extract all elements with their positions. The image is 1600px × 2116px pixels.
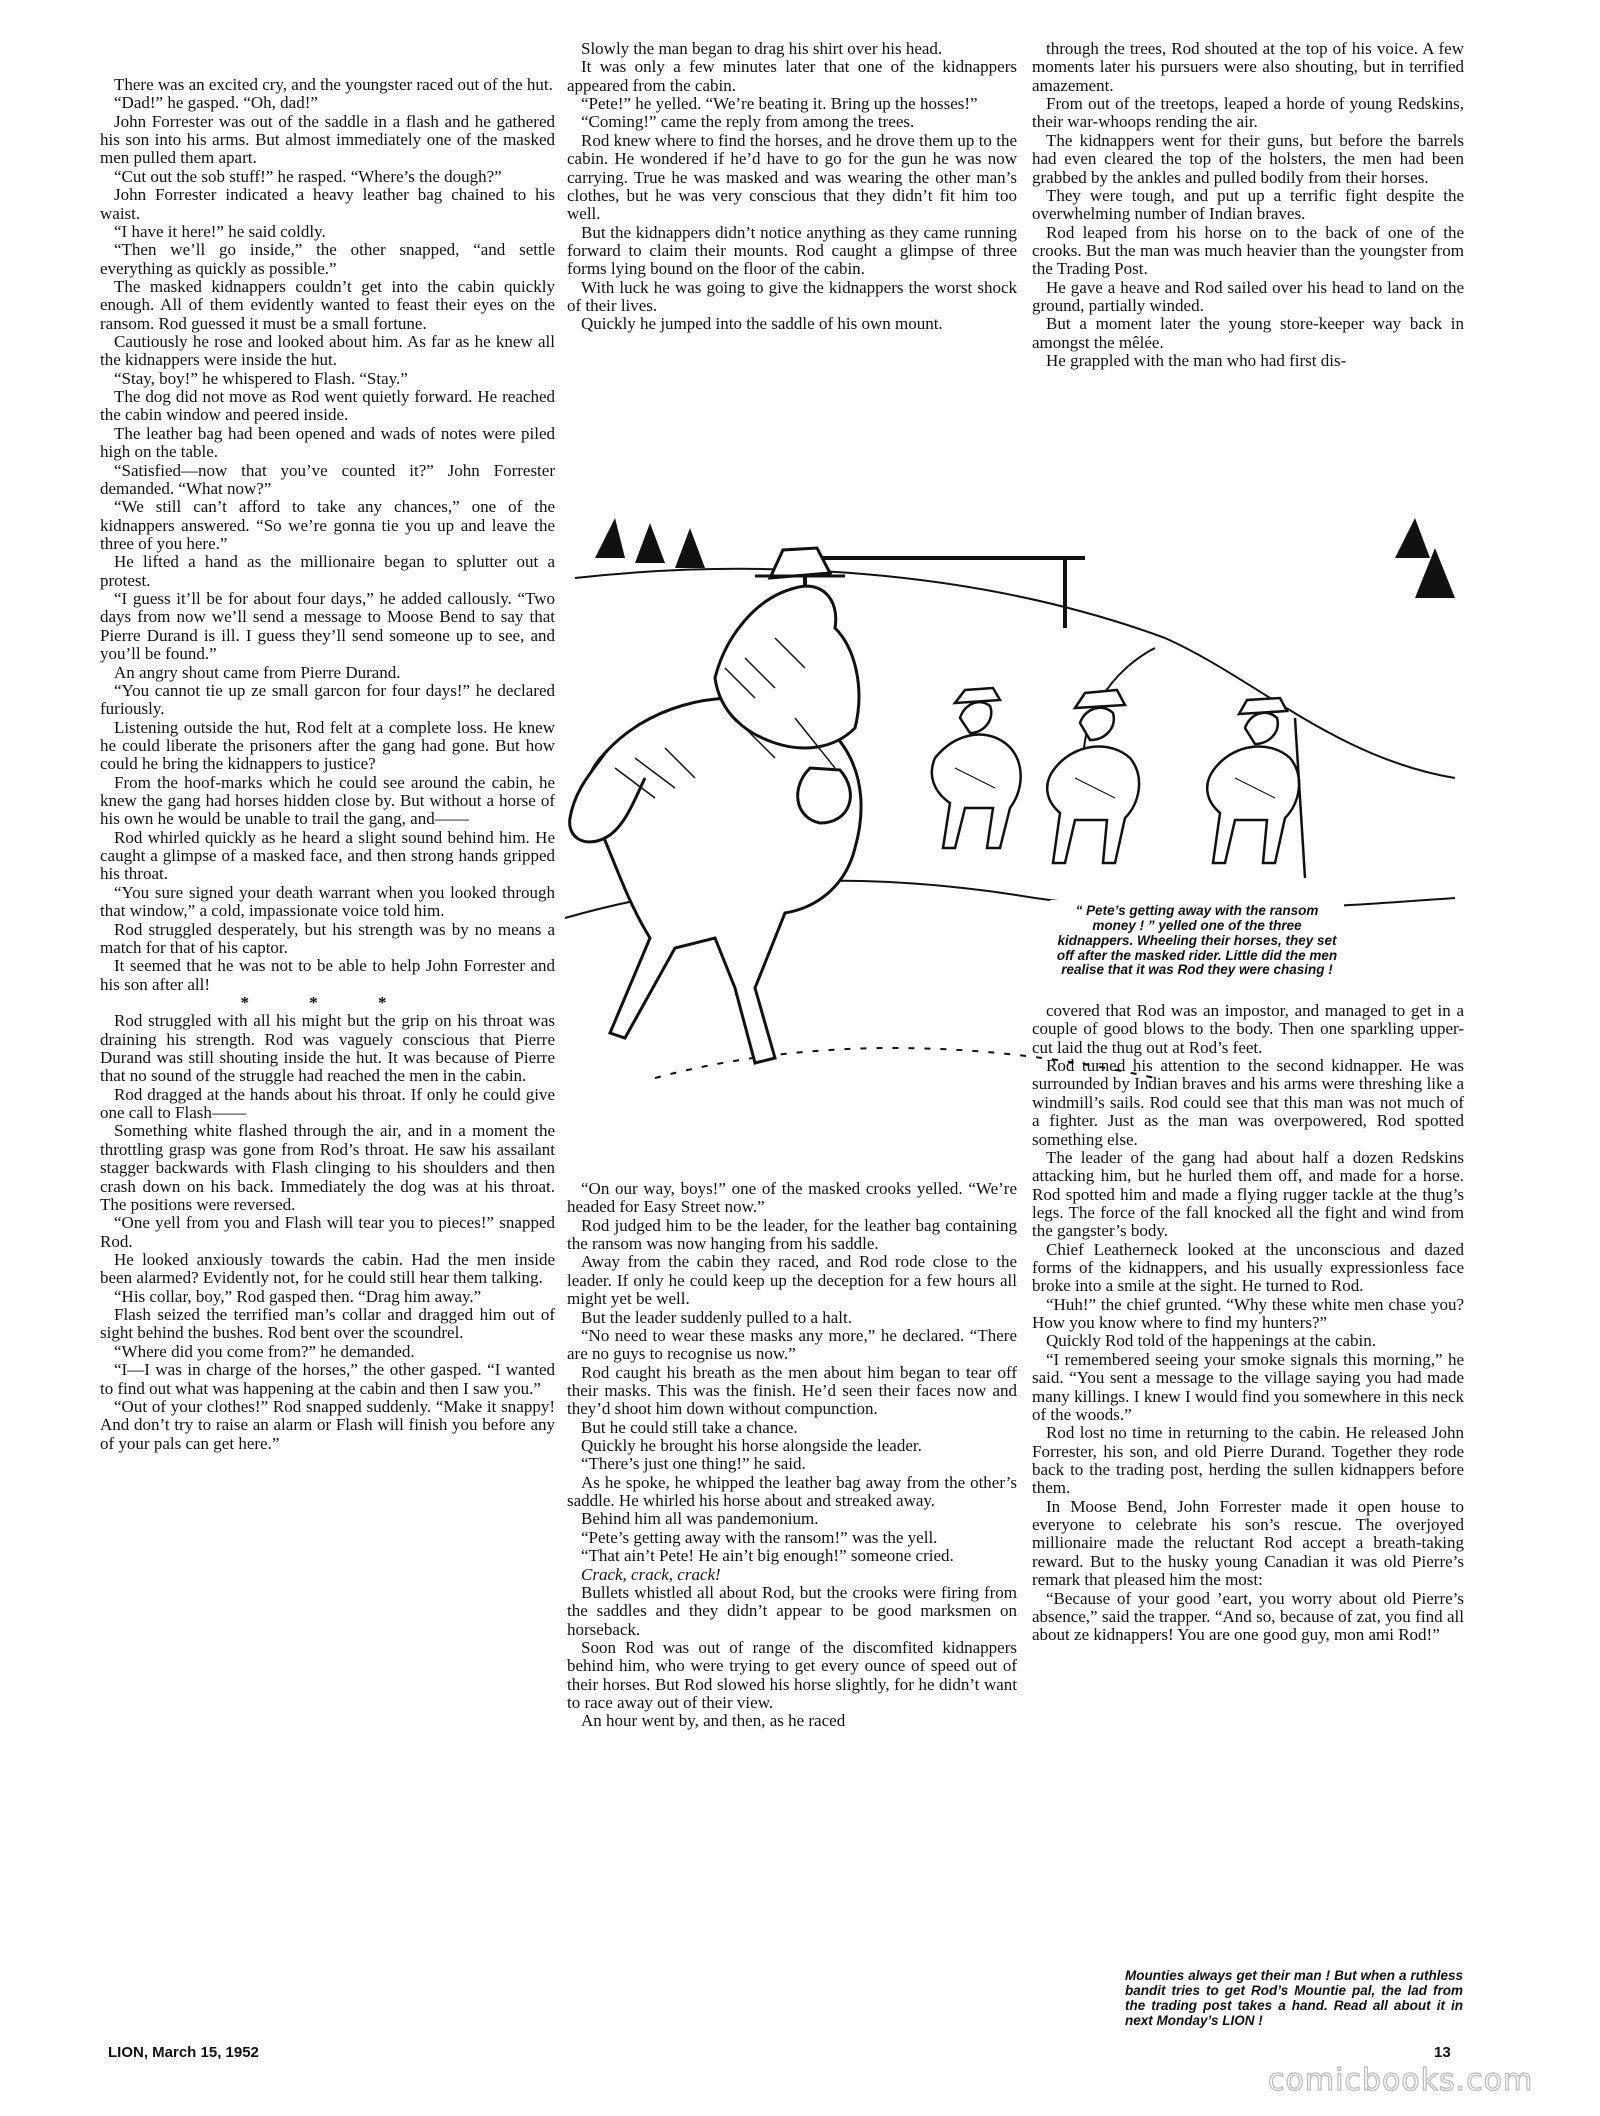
paragraph: “Then we’ll go inside,” the other snapped, “and settle everything as quickly as possible.” xyxy=(100,240,555,278)
watermark: comicbooks.com xyxy=(1268,2063,1534,2098)
paragraph: With luck he was going to give the kidnappers the worst shock of their lives. xyxy=(567,277,1017,316)
paragraph: He gave a heave and Rod sailed over his head to land on the ground, partially winded. xyxy=(1032,277,1464,316)
paragraph: The leather bag had been opened and wads of notes were piled high on the table. xyxy=(100,423,555,462)
column-1 xyxy=(100,76,555,1453)
paragraph: Behind him all was pandemonium. xyxy=(581,1509,819,1529)
paragraph: The masked kidnappers couldn’t get into the cabin quickly enough. All of them evidently wanted to feast their eyes on the ransom. Rod guessed it must be a small fortune. xyxy=(100,276,555,333)
paragraph: “Dad!” he gasped. “Oh, dad!” xyxy=(114,93,318,113)
issue-date-footer: LION, March 15, 1952 xyxy=(108,2044,259,2061)
paragraph: “On our way, boys!” one of the masked crooks yelled. “We’re headed for Easy Street now.” xyxy=(567,1179,1017,1217)
paragraph: Away from the cabin they raced, and Rod rode close to the leader. If only he could keep up the deception for a few hours all might yet be well. xyxy=(567,1252,1017,1309)
paragraph: An angry shout came from Pierre Durand. xyxy=(114,662,401,682)
paragraph: He lifted a hand as the millionaire began to splutter out a protest. xyxy=(100,552,555,590)
paragraph: Rod leaped from his horse on to the back of one of the crooks. But the man was much heavier than the youngster from the Trading Post. xyxy=(1032,222,1464,279)
paragraph: It seemed that he was not to be able to help John Forrester and his son after all! xyxy=(100,956,555,994)
paragraph: “Pete!” he yelled. “We’re beating it. Bring up the hosses!” xyxy=(581,94,978,114)
paragraph: Quickly Rod told of the happenings at the cabin. xyxy=(1046,1331,1377,1351)
column-3-top xyxy=(1032,40,1464,370)
paragraph: Slowly the man began to drag his shirt over his head. xyxy=(581,39,943,58)
next-issue-teaser: Mounties always get their man ! But when a ruthless bandit tries to get Rod’s Mountie pal, the lad from the trading post takes a hand. Read all about it in next Monday’s LION ! xyxy=(1125,1968,1463,2029)
paragraph: But the kidnappers didn’t notice anything as they came running forward to claim their mounts. Rod caught a glimpse of three forms lying bound on the floor of the cabin. xyxy=(567,222,1017,279)
paragraph: “Out of your clothes!” Rod snapped suddenly. “Make it snappy! And don’t try to raise an alarm or Flash will finish you before any of your pals can get here.” xyxy=(100,1396,555,1453)
illustration-caption: “ Pete’s getting away with the ransom money ! ” yelled one of the three kidnappers. Wheeling their horses, they set off after the masked rider. Little did the men realise that it was Rod they were chasing ! xyxy=(1050,900,1344,982)
paragraph: From out of the treetops, leaped a horde of young Redskins, their war-whoops rending the air. xyxy=(1032,94,1464,132)
paragraph: Rod caught his breath as the men about him began to tear off their masks. This was the finish. He’d seen their faces now and they’d shoot him down without compunction. xyxy=(567,1362,1017,1419)
column-2-bottom xyxy=(567,1180,1017,1731)
paragraph: “No need to wear these masks any more,” he declared. “There are no guys to recognise us now.” xyxy=(567,1325,1017,1364)
paragraph: Soon Rod was out of range of the discomfited kidnappers behind him, who were trying to get every ounce of speed out of their horses. But Rod slowed his horse slightly, for he didn’t want to race away out of their view. xyxy=(567,1637,1017,1713)
paragraph: Rod knew where to find the horses, and he drove them up to the cabin. He wondered if he’d have to go for the gun he was now carrying. True he was masked and was wearing the other man’s clothes, but he was very conscious that they didn’t fit him too well. xyxy=(567,130,1017,224)
paragraph: Rod judged him to be the leader, for the leather bag containing the ransom was now hanging from his saddle. xyxy=(567,1215,1017,1254)
paragraph: “I remembered seeing your smoke signals this morning,” he said. “You sent a message to the village saying you had made many killings. I knew I would find you somewhere in this neck of the woods.” xyxy=(1032,1349,1464,1424)
paragraph: Rod struggled with all his might but the grip on his throat was draining his strength. Rod was vaguely conscious that Pierre Durand was still shouting inside the hut. It was because of Pierre that no sound of the struggle had reached the men in the cabin. xyxy=(100,1011,555,1086)
paragraph: “You sure signed your death warrant when you looked through that window,” a cold, impassionate voice told him. xyxy=(100,882,555,921)
paragraph: Quickly he jumped into the saddle of his own mount. xyxy=(581,314,943,334)
column-2-top xyxy=(567,40,1017,334)
paragraph: As he spoke, he whipped the leather bag away from the other’s saddle. He whirled his horse about and streaked away. xyxy=(567,1472,1017,1511)
paragraph: In Moose Bend, John Forrester made it open house to everyone to celebrate his son’s rescue. The overjoyed millionaire made the reluctant Rod accept a breath-taking reward. But to the husky young Canadian it was old Pierre’s remark that pleased him the most: xyxy=(1032,1496,1464,1590)
paragraph: “I have it here!” he said coldly. xyxy=(114,221,326,241)
paragraph: Chief Leatherneck looked at the unconscious and dazed forms of the kidnappers, and his usually expressionless face broke into a smile at the sight. He turned to Rod. xyxy=(1032,1239,1464,1296)
paragraph: “There’s just one thing!” he said. xyxy=(581,1454,806,1474)
paragraph: The leader of the gang had about half a dozen Redskins attacking him, but he hurled them off, and made for a horse. Rod spotted him and made a flying rugger tackle at the thug’s legs. The force of the fall knocked all the fight and wind from the gangster’s body. xyxy=(1032,1147,1464,1241)
page-number: 13 xyxy=(1434,2044,1451,2061)
paragraph: Listening outside the hut, Rod felt at a complete loss. He knew he could liberate the prisoners after the gang had gone. But how could he bring the kidnappers to justice? xyxy=(100,717,555,774)
paragraph: Quickly he brought his horse alongside the leader. xyxy=(581,1436,922,1456)
paragraph: But a moment later the young store-keeper way back in amongst the mêlée. xyxy=(1032,314,1464,352)
paragraph: It was only a few minutes later that one of the kidnappers appeared from the cabin. xyxy=(567,57,1017,95)
paragraph: “I—I was in charge of the horses,” the other gasped. “I wanted to find out what was happening at the cabin and then I saw you.” xyxy=(100,1360,555,1398)
paragraph: “We still can’t afford to take any chances,” one of the kidnappers answered. “So we’re gonna tie you up and leave the three of you here.” xyxy=(100,497,555,553)
paragraph: Cautiously he rose and looked about him. As far as he knew all the kidnappers were inside the hut. xyxy=(100,332,555,370)
paragraph: “Coming!” came the reply from among the trees. xyxy=(581,112,915,132)
paragraph: through the trees, Rod shouted at the top of his voice. A few moments later his pursuers were also shouting, but in terrified amazement. xyxy=(1032,39,1464,95)
paragraph: “Cut out the sob stuff!” he rasped. “Where’s the dough?” xyxy=(114,166,502,186)
paragraph: “Stay, boy!” he whispered to Flash. “Stay.” xyxy=(114,368,408,388)
paragraph: An hour went by, and then, as he raced xyxy=(581,1711,846,1731)
paragraph: He grappled with the man who had first dis- xyxy=(1046,351,1347,371)
paragraph: Rod dragged at the hands about his throat. If only he could give one call to Flash—— xyxy=(100,1084,555,1123)
paragraph: “One yell from you and Flash will tear you to pieces!” snapped Rod. xyxy=(100,1213,555,1251)
paragraph: They were tough, and put up a terrific fight despite the overwhelming number of Indian braves. xyxy=(1032,185,1464,224)
paragraph: covered that Rod was an impostor, and managed to get in a couple of good blows to the body. Then one sparkling upper-cut laid the thug out at Rod’s feet. xyxy=(1032,1001,1464,1057)
paragraph: Rod whirled quickly as he heard a slight sound behind him. He caught a glimpse of a masked face, and then strong hands gripped his throat. xyxy=(100,827,555,884)
paragraph: “Satisfied—now that you’ve counted it?” John Forrester demanded. “What now?” xyxy=(100,460,555,498)
paragraph: “Where did you come from?” he demanded. xyxy=(114,1341,415,1361)
paragraph: Rod lost no time in returning to the cabin. He released John Forrester, his son, and old Pierre Durand. Together they rode back to the trading post, herding the sullen kidnappers before them. xyxy=(1032,1423,1464,1498)
paragraph: From the hoof-marks which he could see around the cabin, he knew the gang had horses hidden close by. But without a horse of his own he would be unable to trail the gang, and—— xyxy=(100,772,555,829)
paragraph: “Huh!” the chief grunted. “Why these white men chase you? How you know where to find my hunters?” xyxy=(1032,1294,1464,1333)
paragraph: “Pete’s getting away with the ransom!” was the yell. xyxy=(581,1527,938,1547)
paragraph: Something white flashed through the air, and in a moment the throttling grasp was gone from Rod’s throat. He saw his assailant stagger backwards with Flash clinging to his shoulders and then crash down on his back. Immediately the dog was at his throat. The positions were reversed. xyxy=(100,1121,555,1214)
paragraph: “His collar, boy,” Rod gasped then. “Drag him away.” xyxy=(114,1286,482,1306)
paragraph: “You cannot tie up ze small garcon for four days!” he declared furiously. xyxy=(100,680,555,719)
paragraph: But the leader suddenly pulled to a halt. xyxy=(581,1307,852,1327)
paragraph: Crack, crack, crack! xyxy=(581,1564,721,1584)
section-break-stars: * * * xyxy=(240,992,415,1012)
paragraph: John Forrester indicated a heavy leather bag chained to his waist. xyxy=(100,185,555,223)
paragraph: Rod turned his attention to the second kidnapper. He was surrounded by Indian braves and his arms were threshing like a windmill’s sails. Rod could see that this man was not much of a fighter. Just as the man was overpowered, Rod spotted something else. xyxy=(1032,1056,1464,1149)
paragraph: But he could still take a chance. xyxy=(581,1417,798,1437)
paragraph: Rod struggled desperately, but his strength was by no means a match for that of his captor. xyxy=(100,919,555,957)
paragraph: The kidnappers went for their guns, but before the barrels had even cleared the top of the holsters, the men had been grabbed by the ankles and pulled bodily from their horses. xyxy=(1032,130,1464,187)
paragraph: The dog did not move as Rod went quietly forward. He reached the cabin window and peered inside. xyxy=(100,387,555,425)
paragraph: Bullets whistled all about Rod, but the crooks were firing from the saddles and they didn’t appear to be good marksmen on horseback. xyxy=(567,1582,1017,1639)
paragraph: He looked anxiously towards the cabin. Had the men inside been alarmed? Evidently not, for he could still hear them talking. xyxy=(100,1250,555,1288)
paragraph: “That ain’t Pete! He ain’t big enough!” someone cried. xyxy=(581,1546,954,1566)
paragraph: “Because of your good ’eart, you worry about old Pierre’s absence,” said the trapper. “And so, because of zat, you find all about ze kidnappers! You are one good guy, mon ami Rod!” xyxy=(1032,1588,1464,1645)
paragraph: John Forrester was out of the saddle in a flash and he gathered his son into his arms. But almost immediately one of the masked men pulled them apart. xyxy=(100,111,555,168)
paragraph: Flash seized the terrified man’s collar and dragged him out of sight behind the bushes. Rod bent over the scoundrel. xyxy=(100,1305,555,1343)
column-3-bottom xyxy=(1032,1002,1464,1645)
paragraph: “I guess it’ll be for about four days,” he added callously. “Two days from now we’ll send a message to Moose Bend to say that Pierre Durand is ill. I guess they’ll send someone up to see, and you’ll be found.” xyxy=(100,589,555,664)
paragraph: There was an excited cry, and the youngster raced out of the hut. xyxy=(114,75,553,94)
